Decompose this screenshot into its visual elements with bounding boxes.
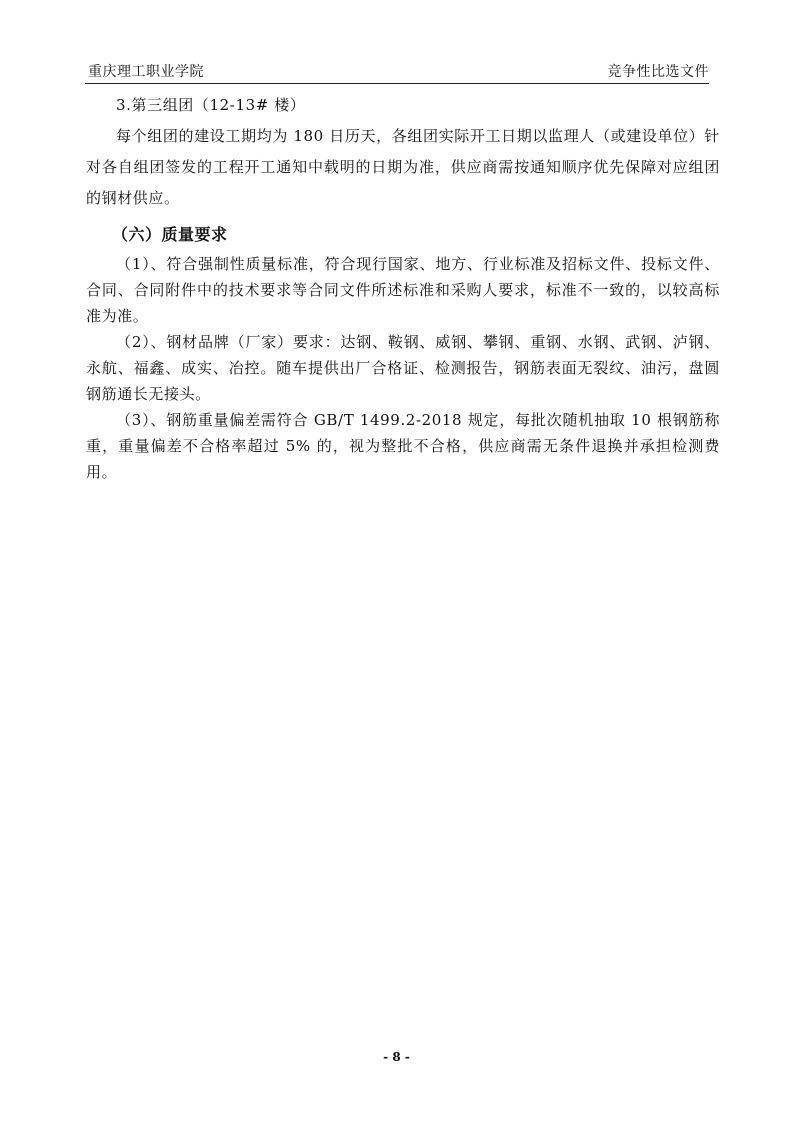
document-body: [86, 90, 720, 485]
header-divider: [85, 83, 709, 84]
header-institution: 重庆理工职业学院: [88, 64, 204, 80]
group-heading: 3.第三组团（12-13# 楼）: [116, 96, 306, 114]
requirement-paragraph-2: （2）、钢材品牌（厂家）要求：达钢、鞍钢、威钢、攀钢、重钢、水钢、武钢、泸钢、永航、福鑫、成实、冶控。随车提供出厂合格证、检测报告，钢筋表面无裂纹、油污，盘圆钢筋通长无接头。: [86, 333, 720, 403]
section-heading-quality: （六）质量要求: [112, 225, 228, 244]
requirement-paragraph-1: （1）、符合强制性质量标准，符合现行国家、地方、行业标准及招标文件、投标文件、合同、合同附件中的技术要求等合同文件所述标准和采购人要求，标准不一致的，以较高标准为准。: [86, 255, 720, 325]
header-document-type: 竞争性比选文件: [607, 64, 709, 80]
page-number: - 8 -: [383, 1050, 410, 1064]
schedule-paragraph: 每个组团的建设工期均为 180 日历天，各组团实际开工日期以监理人（或建设单位）针对各自组团签发的工程开工通知中载明的日期为准，供应商需按通知顺序优先保障对应组团的钢材供应。: [86, 127, 720, 207]
requirement-paragraph-3: （3）、钢筋重量偏差需符合 GB/T 1499.2-2018 规定，每批次随机抽取 10 根钢筋称重，重量偏差不合格率超过 5% 的，视为整批不合格，供应商需无条件退换并承担检测费用。: [86, 411, 720, 481]
